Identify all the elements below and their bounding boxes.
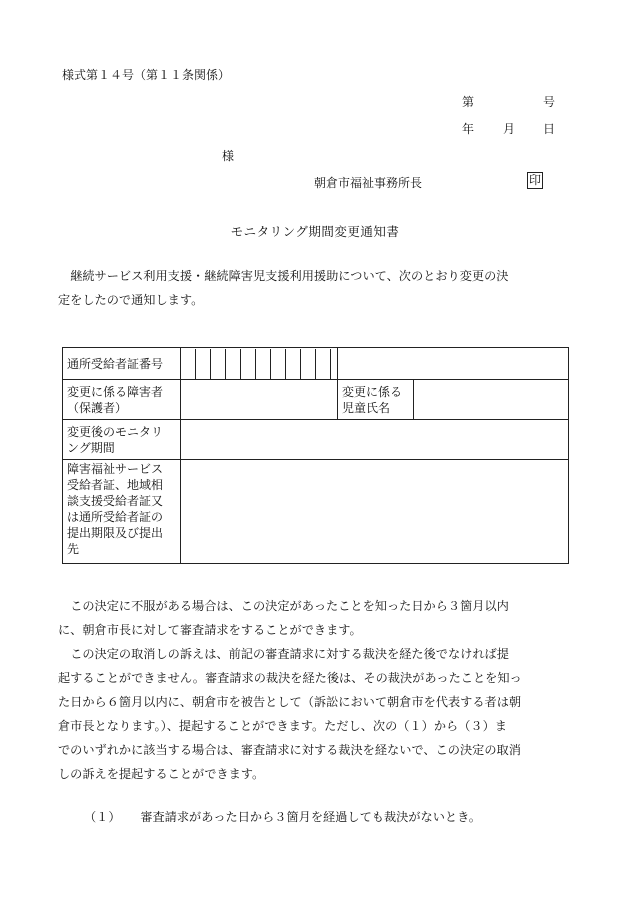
intro-line: 定をしたので通知します。	[58, 293, 204, 307]
document-title: モニタリング期間変更通知書	[230, 224, 400, 239]
intro-paragraph	[58, 264, 574, 312]
recipient-number-cells[interactable]	[181, 348, 338, 380]
submission-value[interactable]	[181, 460, 569, 564]
recipient-number-extra-cell[interactable]	[338, 348, 569, 380]
recipient-honorific: 様	[222, 149, 235, 163]
date-day-label: 日	[543, 122, 556, 136]
monitoring-period-label: 変更後のモニタリ ング期間	[63, 420, 181, 460]
issuer-name: 朝倉市福祉事務所長	[314, 176, 423, 190]
child-name-label: 変更に係る 児童氏名	[338, 380, 414, 420]
item-1	[84, 808, 481, 825]
notice-line: しの訴えを提起することができます。	[58, 767, 265, 781]
number-dai-label: 第	[462, 95, 475, 109]
table-row	[63, 380, 569, 420]
notice-line: この決定の取消しの訴えは、前記の審査請求に対する裁決を経た後でなければ提	[70, 647, 509, 661]
item-1-marker: （１）	[84, 810, 121, 824]
child-name-value[interactable]	[414, 380, 569, 420]
table-row	[63, 348, 569, 380]
item-1-text: 審査請求があった日から３箇月を経過しても裁決がないとき。	[140, 810, 481, 824]
table-row	[63, 460, 569, 564]
recipient-number-label: 通所受給者証番号	[63, 348, 181, 380]
date-month-label: 月	[503, 122, 516, 136]
notice-line: た日から６箇月以内に、朝倉市を被告として（訴訟において朝倉市を代表する者は朝	[58, 695, 522, 709]
submission-label: 障害福祉サービス 受給者証、地域相 談支援受給者証又 は通所受給者証の 提出期限及び提出 先	[63, 460, 181, 564]
notice-table	[62, 347, 569, 564]
notice-line: 起することができません。審査請求の裁決を経た後は、その裁決があったことを知っ	[58, 671, 522, 685]
notice-line: この決定に不服がある場合は、この決定があったことを知った日から３箇月以内	[70, 599, 509, 613]
form-number: 様式第１４号（第１１条関係）	[62, 68, 231, 82]
guardian-label: 変更に係る障害者 （保護者）	[63, 380, 181, 420]
notice-line: でのいずれかに該当する場合は、審査請求に対する裁決を経ないで、この決定の取消	[58, 743, 521, 757]
objection-paragraph	[58, 594, 574, 786]
intro-line: 継続サービス利用支援・継続障害児支援利用援助について、次のとおり変更の決	[70, 269, 509, 283]
guardian-value[interactable]	[181, 380, 338, 420]
table-row	[63, 420, 569, 460]
date-year-label: 年	[462, 122, 475, 136]
notice-line: に、朝倉市長に対して審査請求をすることができます。	[58, 623, 362, 637]
number-go-label: 号	[543, 95, 556, 109]
seal-mark: 印	[529, 173, 542, 187]
notice-line: 倉市長となります。）、提起することができます。ただし、次の（１）から（３）ま	[58, 719, 507, 733]
monitoring-period-value[interactable]	[181, 420, 569, 460]
